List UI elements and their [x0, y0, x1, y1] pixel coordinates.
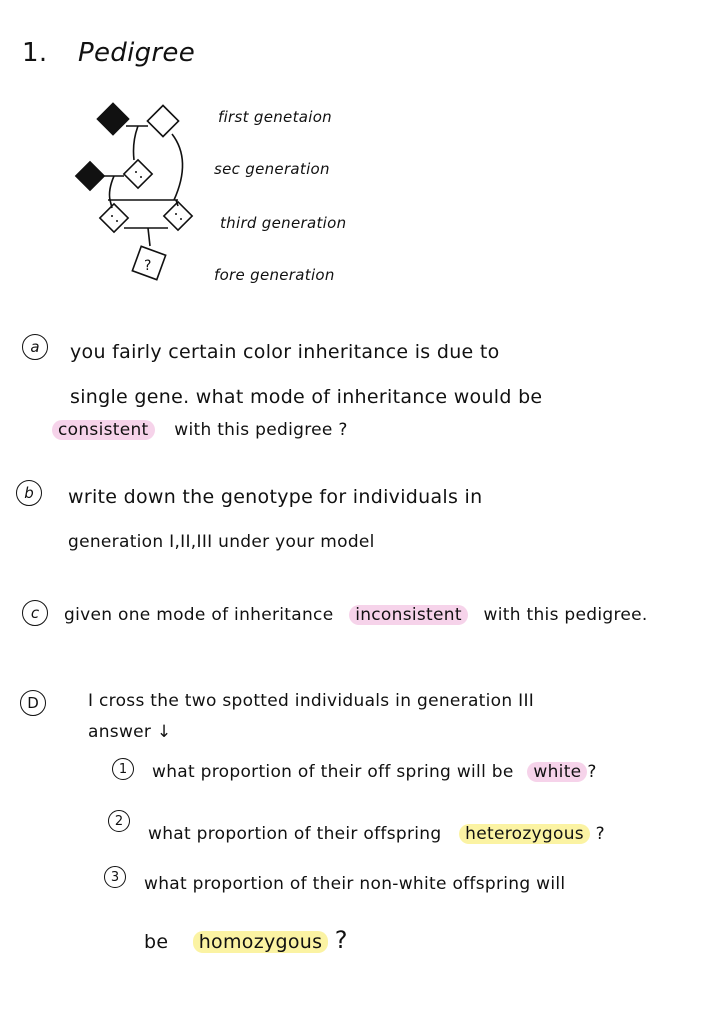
subquestion-1-text: what proportion of their off spring will be [152, 762, 514, 782]
question-d-line2: answer ↓ [88, 722, 172, 742]
question-b-marker: b [16, 480, 42, 506]
highlight-inconsistent: inconsistent [349, 605, 468, 625]
unknown-mark: ? [144, 258, 152, 274]
question-d-line1: I cross the two spotted individuals in generation III [88, 691, 535, 711]
subquestion-3-mark: ? [334, 926, 348, 954]
question-c-post: with this pedigree. [483, 605, 648, 625]
subquestion-1-marker: 1 [112, 758, 134, 780]
question-c-line [64, 607, 648, 624]
generation-label-1: first genetaion [218, 108, 332, 126]
generation-label-2: sec generation [214, 160, 330, 178]
page-title: Pedigree [78, 38, 195, 68]
question-a-line2: single gene. what mode of inheritance would be [70, 386, 543, 408]
subquestion-3-line2 [144, 928, 348, 952]
highlight-homozygous: homozygous [193, 931, 329, 953]
question-a-line1: you fairly certain color inheritance is due to [70, 341, 500, 363]
question-a-marker: a [22, 334, 48, 360]
subquestion-3-be: be [144, 931, 169, 953]
subquestion-1 [152, 764, 597, 781]
subquestion-2-mark: ? [595, 824, 605, 844]
question-d-marker: D [20, 690, 46, 716]
subquestion-2-text: what proportion of their offspring [148, 824, 442, 844]
gen1-affected-diamond [97, 103, 128, 134]
generation-label-4: fore generation [214, 266, 335, 284]
problem-number: 1. [22, 38, 48, 68]
subquestion-1-mark: ? [587, 762, 597, 782]
question-a-line3-rest: with this pedigree ? [174, 420, 348, 440]
gen2-spotted-diamond [124, 160, 152, 188]
generation-label-3: third generation [220, 214, 347, 232]
question-c-pre: given one mode of inheritance [64, 605, 334, 625]
subquestion-2 [148, 826, 605, 843]
gen3-spotted-diamond-left [100, 204, 128, 232]
gen3-spotted-diamond-right [164, 202, 192, 230]
question-b-line1: write down the genotype for individuals in [68, 486, 483, 508]
subquestion-3-line1: what proportion of their non-white offspring will [144, 874, 566, 894]
gen2-affected-diamond [76, 162, 104, 190]
pedigree-diagram [60, 90, 200, 290]
subquestion-3-marker: 3 [104, 866, 126, 888]
highlight-heterozygous: heterozygous [459, 824, 590, 844]
gen1-unaffected-diamond [147, 105, 178, 136]
highlight-white: white [527, 762, 587, 782]
question-c-marker: c [22, 600, 48, 626]
question-b-line2: generation I,II,III under your model [68, 532, 375, 552]
highlight-consistent: consistent [52, 420, 155, 440]
subquestion-2-marker: 2 [108, 810, 130, 832]
question-a-line3 [52, 422, 348, 439]
